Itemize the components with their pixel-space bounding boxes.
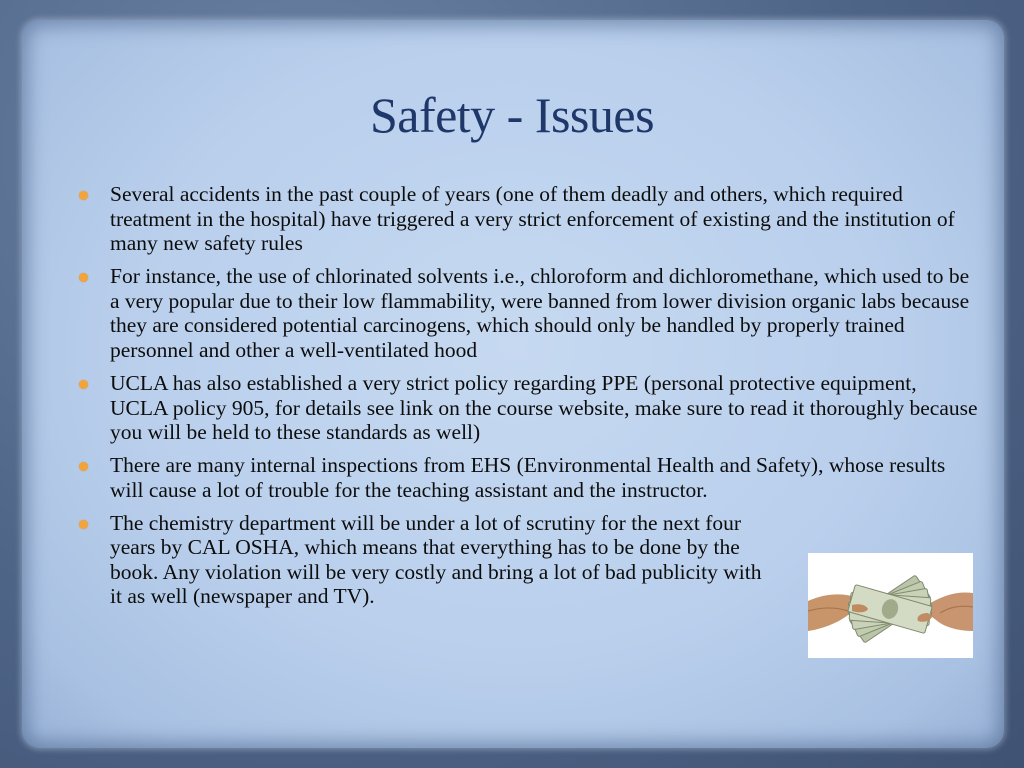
bullet-text: There are many internal inspections from EHS (Environmental Health and Safety), whose results will cause a lot of trouble for the teaching assistant and the instructor. — [110, 453, 946, 502]
bullet-item-cal-osha — [78, 511, 778, 609]
bullet-item-ppe-policy — [78, 371, 978, 445]
bullet-icon — [79, 191, 88, 200]
bullet-icon — [79, 462, 88, 471]
bullet-item-inspections — [78, 453, 978, 502]
money-handoff-icon — [808, 553, 973, 658]
slide-title: Safety - Issues — [369, 87, 655, 143]
bullet-icon — [79, 520, 88, 529]
bullet-icon — [79, 273, 88, 282]
bullet-item-solvents — [78, 264, 978, 362]
bullet-text: Several accidents in the past couple of years (one of them deadly and others, which required treatment in the hospital) have triggered a very strict enforcement of existing and the institution of many new safety rules — [110, 182, 955, 256]
bullet-item-accidents — [78, 182, 978, 256]
bullet-icon — [79, 380, 88, 389]
bullet-text: For instance, the use of chlorinated solvents i.e., chloroform and dichloromethane, which used to be a very popular due to their low flammability, were banned from lower division organic labs because they are considered potential carcinogens, which should only be handled by properly trained personnel and other a well-ventilated hood — [110, 264, 970, 362]
money-handoff-image — [808, 553, 973, 658]
bullet-text: The chemistry department will be under a lot of scrutiny for the next four years by CAL OSHA, which means that everything has to be done by the book. Any violation will be very costly and bring a lot of bad publicity with it as well (newspaper and TV). — [110, 510, 762, 609]
bullet-text: UCLA has also established a very strict policy regarding PPE (personal protective equipment, UCLA policy 905, for details see link on the course website, make sure to read it thoroughly because you will be held to these standards as well) — [110, 370, 978, 445]
